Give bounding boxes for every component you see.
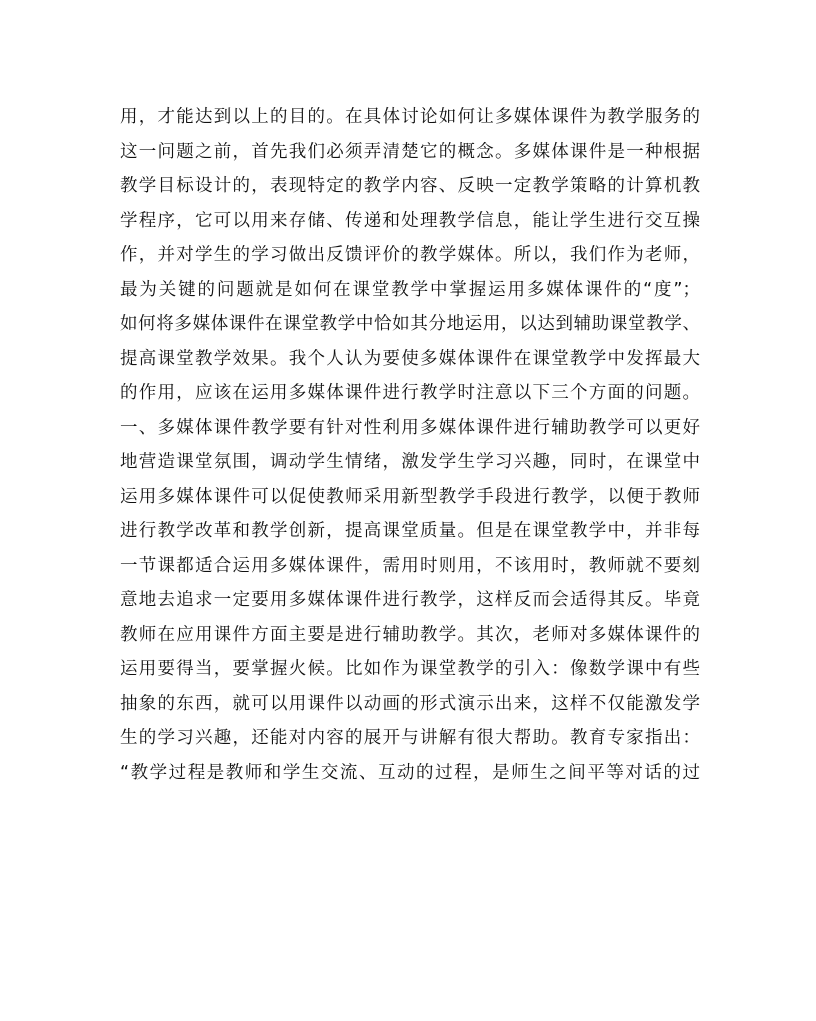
text-line: 地营造课堂氛围，调动学生情绪，激发学生学习兴趣，同时，在课堂中 [120, 452, 700, 472]
text-line: “教学过程是教师和学生交流、互动的过程，是师生之间平等对话的过 [120, 762, 700, 783]
text-line: 提高课堂教学效果。我个人认为要使多媒体课件在课堂教学中发挥最大 [120, 348, 700, 369]
text-line: 意地去追求一定要用多媒体课件进行教学，这样反而会适得其反。毕竟 [120, 590, 700, 610]
text-line: 教学目标设计的，表现特定的教学内容、反映一定教学策略的计算机教 [120, 176, 700, 196]
text-line: 作，并对学生的学习做出反馈评价的教学媒体。所以，我们作为老师， [120, 245, 700, 265]
text-line: 一节课都适合运用多媒体课件，需用时则用，不该用时，教师就不要刻 [120, 555, 700, 576]
text-line: 生的学习兴趣，还能对内容的展开与讲解有很大帮助。教育专家指出： [120, 728, 700, 748]
text-line: 教师在应用课件方面主要是进行辅助教学。其次，老师对多媒体课件的 [120, 624, 700, 645]
text-line: 如何将多媒体课件在课堂教学中恰如其分地运用，以达到辅助课堂教学、 [120, 314, 700, 334]
text-line: 运用要得当，要掌握火候。比如作为课堂教学的引入：像数学课中有些 [120, 659, 700, 679]
text-line: 这一问题之前，首先我们必须弄清楚它的概念。多媒体课件是一种根据 [120, 141, 700, 162]
body-text [120, 100, 700, 790]
text-line: 抽象的东西，就可以用课件以动画的形式演示出来，这样不仅能激发学 [120, 693, 700, 714]
text-line: 运用多媒体课件可以促使教师采用新型教学手段进行教学，以便于教师 [120, 486, 700, 507]
text-line: 的作用，应该在运用多媒体课件进行教学时注意以下三个方面的问题。 [120, 383, 700, 403]
text-line: 用，才能达到以上的目的。在具体讨论如何让多媒体课件为教学服务的 [120, 107, 700, 127]
text-line: 最为关键的问题就是如何在课堂教学中掌握运用多媒体课件的“度”； [120, 279, 700, 300]
text-line: 学程序，它可以用来存储、传递和处理教学信息，能让学生进行交互操 [120, 210, 700, 231]
text-line: 一、多媒体课件教学要有针对性利用多媒体课件进行辅助教学可以更好 [120, 417, 700, 438]
text-line: 进行教学改革和教学创新，提高课堂质量。但是在课堂教学中，并非每 [120, 521, 700, 541]
